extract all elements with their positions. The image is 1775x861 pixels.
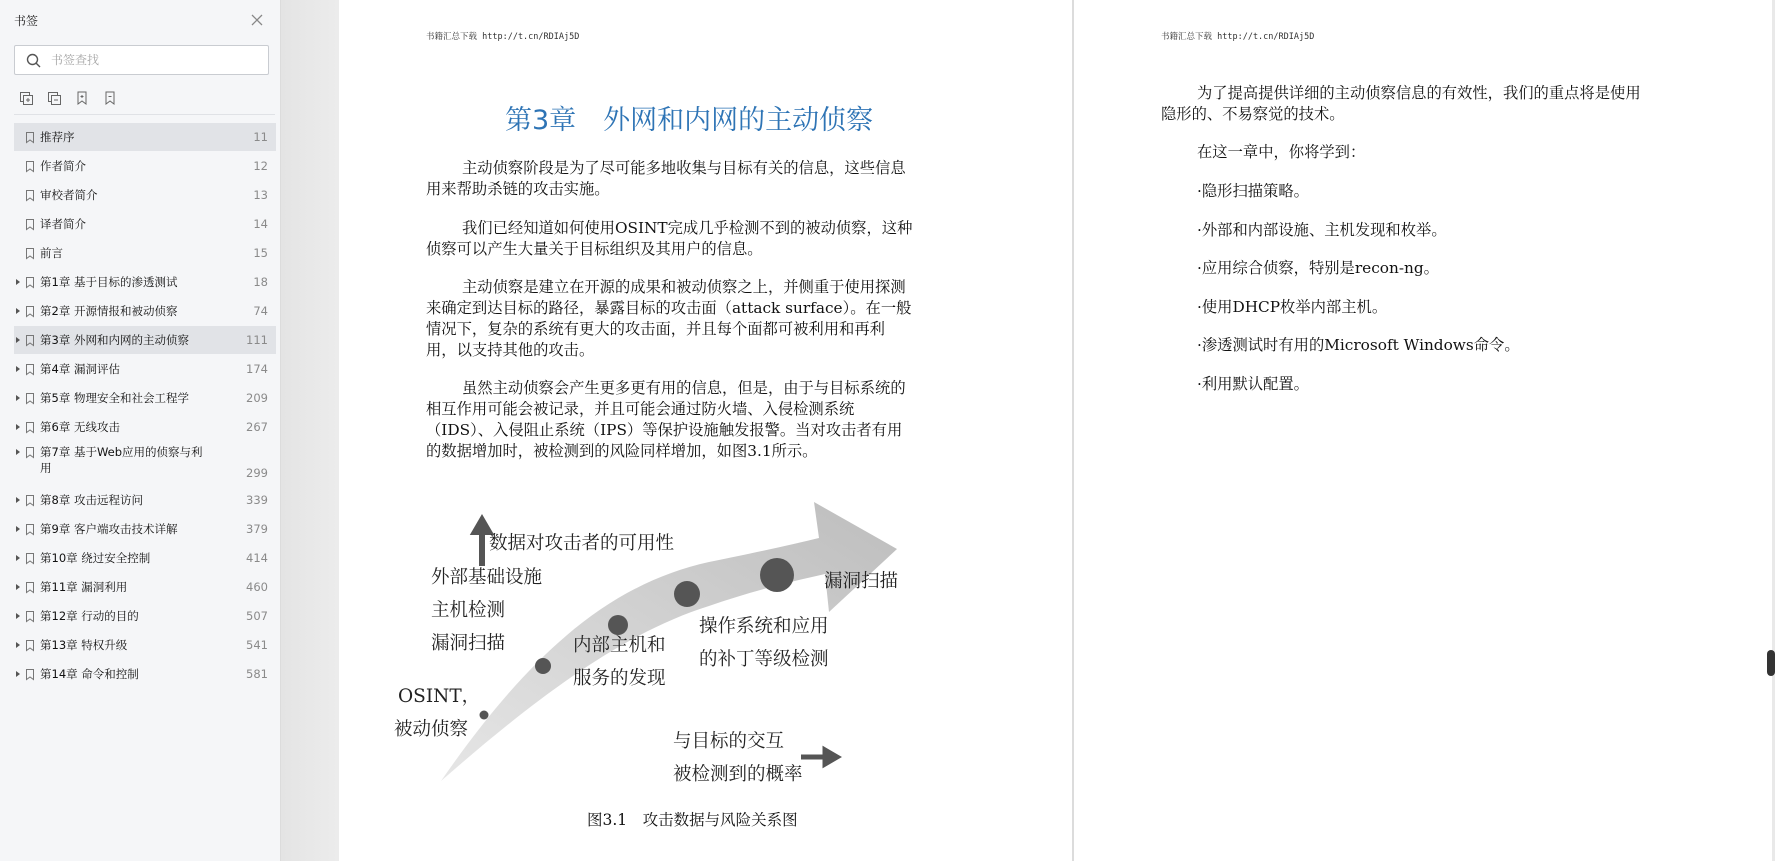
text-line: [426, 319, 986, 340]
bookmark-page-number: 460: [246, 580, 268, 594]
bookmark-search-box: [14, 45, 269, 75]
fig-label-top: 数据对攻击者的可用性: [489, 533, 675, 554]
bookmark-item[interactable]: [14, 413, 276, 441]
bookmark-label: 第1章 基于目标的渗透测试: [40, 275, 178, 289]
bookmark-icon: [26, 132, 34, 143]
bookmark-label: 第12章 行动的目的: [40, 609, 139, 623]
bookmark-icon: [26, 306, 34, 317]
fig-label-external-1: 外部基础设施: [431, 567, 543, 588]
expand-all-icon[interactable]: [18, 90, 34, 106]
fig-label-vuln: 漏洞扫描: [824, 571, 899, 592]
bookmark-icon: [26, 161, 34, 172]
bookmark-page-number: 299: [246, 466, 268, 480]
bookmark-page-number: 14: [253, 217, 268, 231]
bookmark-page-number: 581: [246, 667, 268, 681]
fig-label-external-3: 漏洞扫描: [431, 633, 506, 654]
text-line: [426, 399, 986, 420]
bookmark-sidebar: [0, 0, 281, 861]
expand-arrow-icon[interactable]: [16, 308, 20, 314]
fig-label-os-1: 操作系统和应用: [699, 616, 829, 637]
sidebar-title: 书签: [14, 14, 39, 28]
bookmark-label: 第8章 攻击远程访问: [40, 493, 143, 507]
bookmark-icon: [26, 640, 34, 651]
learn-intro: 在这一章中，你将学到：: [1197, 143, 1366, 161]
text-line: [1161, 83, 1721, 104]
bookmark-item[interactable]: [14, 544, 276, 572]
text-span: 情况下，复杂的系统有更大的攻击面，并且每个面都可被利用和再利: [426, 320, 885, 338]
document-page-right: [1074, 0, 1772, 861]
bookmark-page-number: 11: [253, 130, 268, 144]
bullet-item: ·应用综合侦察，特别是recon-ng。: [1197, 259, 1439, 278]
up-arrow-icon: [475, 520, 489, 566]
paragraph: [426, 158, 986, 200]
text-span: 的数据增加时，被检测到的风险同样增加，如图3.1所示。: [426, 442, 818, 460]
bookmark-label: 作者简介: [40, 159, 86, 173]
fig-label-external-2: 主机检测: [431, 600, 506, 621]
search-icon: [26, 53, 41, 68]
bookmark-page-number: 15: [253, 246, 268, 260]
text-line: [1161, 104, 1721, 125]
text-line: [426, 441, 986, 462]
expand-arrow-icon[interactable]: [16, 395, 20, 401]
fig-label-osint-2: 被动侦察: [394, 719, 469, 740]
bookmark-label: 第6章 无线攻击: [40, 420, 120, 434]
bookmark-icon: [26, 393, 34, 404]
bookmark-page-number: 541: [246, 638, 268, 652]
expand-arrow-icon[interactable]: [16, 555, 20, 561]
bookmark-item[interactable]: [14, 660, 276, 688]
bookmark-item[interactable]: [14, 573, 276, 601]
bookmark-page-number: 74: [253, 304, 268, 318]
bullet-item: ·外部和内部设施、主机发现和枚举。: [1197, 220, 1447, 239]
expand-arrow-icon[interactable]: [16, 337, 20, 343]
expand-arrow-icon[interactable]: [16, 366, 20, 372]
collapse-all-icon[interactable]: [46, 90, 62, 106]
bookmark-label: 第4章 漏洞评估: [40, 362, 120, 376]
text-span: 来确定到达目标的路径，暴露目标的攻击面（attack surface）。在一般: [426, 299, 912, 317]
bookmark-page-number: 174: [246, 362, 268, 376]
expand-arrow-icon[interactable]: [16, 613, 20, 619]
fig-label-internal-1: 内部主机和: [573, 635, 666, 656]
delete-bookmark-icon[interactable]: [102, 90, 118, 106]
chapter-title: 第3章 外网和内网的主动侦察: [505, 105, 874, 136]
text-line: [426, 179, 986, 200]
text-span: 虽然主动侦察会产生更多更有用的信息，但是，由于与目标系统的: [462, 379, 906, 397]
paragraph: [1161, 83, 1721, 125]
bookmark-page-number: 267: [246, 420, 268, 434]
bookmark-label: 第5章 物理安全和社会工程学: [40, 391, 189, 405]
dot-vuln: [760, 558, 794, 592]
expand-arrow-icon[interactable]: [16, 449, 20, 455]
text-span: 相互作用可能会被记录，并且可能会通过防火墙、入侵检测系统: [426, 400, 855, 418]
bookmark-search-input[interactable]: [51, 50, 261, 70]
fig-label-os-2: 的补丁等级检测: [699, 649, 829, 670]
text-line: [426, 340, 986, 361]
bookmark-icon: [26, 335, 34, 346]
fig-label-bottom-1: 与目标的交互: [673, 731, 785, 752]
bookmark-label: 第2章 开源情报和被动侦察: [40, 304, 178, 318]
dot-osint: [480, 711, 489, 720]
bookmark-item[interactable]: [14, 442, 276, 485]
paragraph: [426, 277, 986, 361]
bookmark-icon: [26, 190, 34, 201]
bookmark-page-number: 12: [253, 159, 268, 173]
text-line: [426, 378, 986, 399]
close-icon[interactable]: [249, 12, 265, 28]
expand-arrow-icon[interactable]: [16, 671, 20, 677]
bookmark-label: 第7章 基于Web应用的侦察与利用: [40, 445, 203, 475]
bookmark-page-number: 18: [253, 275, 268, 289]
bookmark-icon: [26, 669, 34, 680]
bullet-item: ·使用DHCP枚举内部主机。: [1197, 297, 1388, 316]
bookmark-icon: [26, 364, 34, 375]
bullet-item: ·隐形扫描策略。: [1197, 182, 1309, 200]
bookmark-item[interactable]: [14, 181, 276, 209]
figure-caption: 图3.1 攻击数据与风险关系图: [587, 811, 798, 829]
bookmark-label: 译者简介: [40, 217, 86, 231]
bookmark-item[interactable]: [14, 355, 276, 383]
bookmark-toolbar: [18, 90, 118, 106]
right-arrow-icon: [801, 750, 837, 764]
bookmark-icon: [26, 447, 34, 458]
expand-arrow-icon[interactable]: [16, 424, 20, 430]
text-span: 我们已经知道如何使用OSINT完成几乎检测不到的被动侦察，这种: [462, 219, 913, 237]
text-span: （IDS）、入侵阻止系统（IPS）等保护设施触发报警。当对攻击者有用: [426, 421, 903, 439]
text-span: 主动侦察是建立在开源的成果和被动侦察之上，并侧重于使用探测: [462, 278, 906, 296]
bookmark-page-number: 111: [246, 333, 268, 347]
bookmark-page-number: 379: [246, 522, 268, 536]
bookmark-icon: [26, 422, 34, 433]
bookmark-item[interactable]: [14, 486, 276, 514]
bookmark-label: 第13章 特权升级: [40, 638, 128, 652]
text-span: 用来帮助杀链的攻击实施。: [426, 180, 610, 198]
bookmark-label: 审校者简介: [40, 188, 98, 202]
bookmark-icon: [26, 611, 34, 622]
text-span: 用，以支持其他的攻击。: [426, 341, 595, 359]
bookmark-label: 推荐序: [40, 130, 75, 144]
bookmark-icon: [26, 495, 34, 506]
page-header: 书籍汇总下载 http://t.cn/RDIAj5D: [426, 32, 580, 42]
expand-arrow-icon[interactable]: [16, 642, 20, 648]
bookmark-icon: [26, 277, 34, 288]
scroll-handle[interactable]: [1767, 650, 1775, 676]
sidebar-divider: [14, 114, 275, 115]
text-line: [426, 239, 986, 260]
text-line: [426, 218, 986, 239]
bookmark-page-number: 339: [246, 493, 268, 507]
bookmark-icon: [26, 582, 34, 593]
bookmark-item[interactable]: [14, 210, 276, 238]
add-bookmark-icon[interactable]: [74, 90, 90, 106]
expand-arrow-icon[interactable]: [16, 497, 20, 503]
bookmark-item[interactable]: [14, 268, 276, 296]
bookmark-label: 第3章 外网和内网的主动侦察: [40, 333, 189, 347]
bookmark-icon: [26, 553, 34, 564]
bookmark-item[interactable]: [14, 326, 276, 354]
bookmark-item[interactable]: [14, 384, 276, 412]
expand-arrow-icon[interactable]: [16, 526, 20, 532]
paragraph: [426, 378, 986, 462]
expand-arrow-icon[interactable]: [16, 279, 20, 285]
bookmark-label: 第10章 绕过安全控制: [40, 551, 151, 565]
bookmark-item[interactable]: [14, 602, 276, 630]
bookmark-item[interactable]: [14, 123, 276, 151]
bullet-item: ·利用默认配置。: [1197, 375, 1309, 393]
text-span: 隐形的、不易察觉的技术。: [1161, 105, 1345, 123]
text-line: [426, 158, 986, 179]
bullet-item: ·渗透测试时有用的Microsoft Windows命令。: [1197, 336, 1520, 355]
fig-label-bottom-2: 被检测到的概率: [673, 764, 803, 785]
paragraph: [426, 218, 986, 260]
page-header: 书籍汇总下载 http://t.cn/RDIAj5D: [1161, 32, 1315, 42]
text-span: 为了提高提供详细的主动侦察信息的有效性，我们的重点将是使用: [1197, 84, 1641, 102]
bookmark-page-number: 507: [246, 609, 268, 623]
text-line: [426, 298, 986, 319]
bookmark-item[interactable]: [14, 631, 276, 659]
text-line: [426, 277, 986, 298]
bookmark-label: 第11章 漏洞利用: [40, 580, 128, 594]
bookmark-page-number: 209: [246, 391, 268, 405]
bookmark-page-number: 13: [253, 188, 268, 202]
fig-label-internal-2: 服务的发现: [573, 668, 666, 689]
bookmark-icon: [26, 219, 34, 230]
figure-3-1: [394, 494, 969, 794]
expand-arrow-icon[interactable]: [16, 584, 20, 590]
bookmark-item[interactable]: [14, 297, 276, 325]
text-line: [426, 420, 986, 441]
bookmark-icon: [26, 248, 34, 259]
bookmark-page-number: 414: [246, 551, 268, 565]
bookmark-label: 第14章 命令和控制: [40, 667, 139, 681]
document-page-left: [339, 0, 1072, 861]
bookmark-label: 前言: [40, 246, 63, 260]
sidebar-gutter: [281, 0, 339, 861]
text-span: 主动侦察阶段是为了尽可能多地收集与目标有关的信息，这些信息: [462, 159, 906, 177]
dot-internal: [608, 615, 628, 635]
text-span: 侦察可以产生大量关于目标组织及其用户的信息。: [426, 240, 763, 258]
bookmark-item[interactable]: [14, 239, 276, 267]
bookmark-icon: [26, 524, 34, 535]
bookmark-label: 第9章 客户端攻击技术详解: [40, 522, 178, 536]
bookmark-item[interactable]: [14, 152, 276, 180]
bookmark-item[interactable]: [14, 515, 276, 543]
fig-label-osint-1: OSINT，: [398, 686, 481, 707]
dot-os: [674, 581, 700, 607]
dot-external: [535, 658, 551, 674]
